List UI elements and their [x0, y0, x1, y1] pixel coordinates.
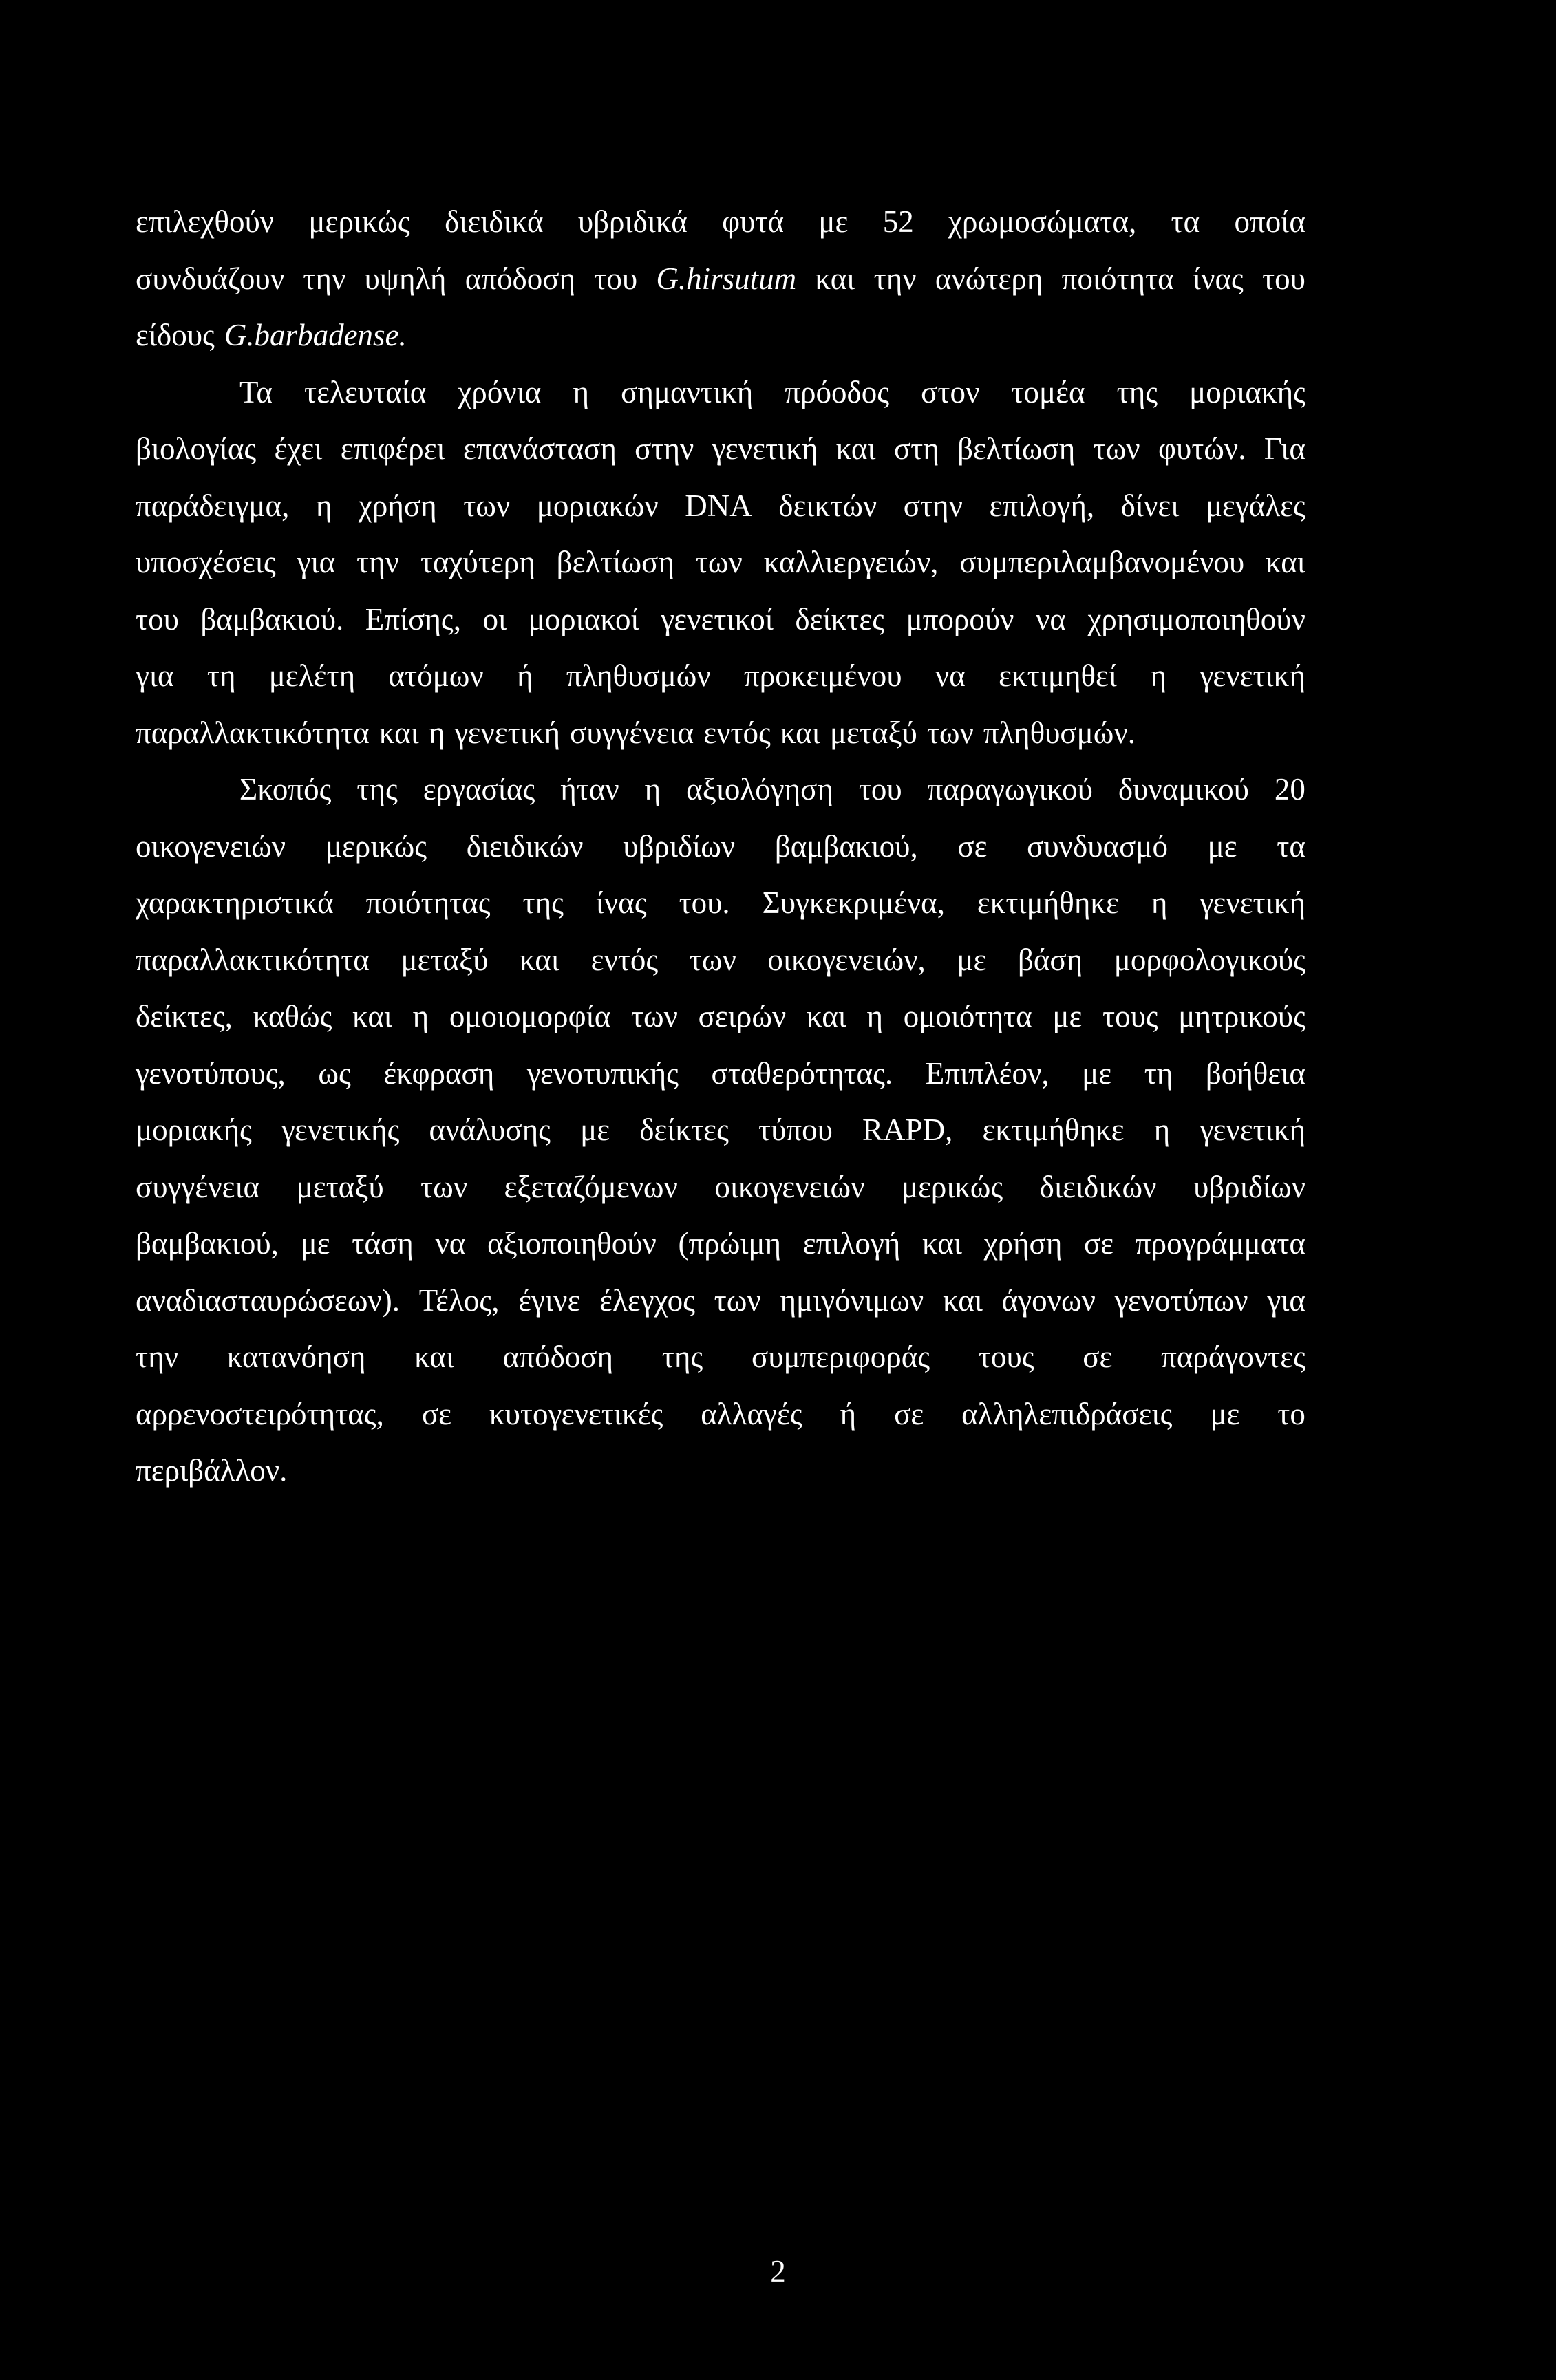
text-word: για — [1267, 1283, 1305, 1318]
text-word: Τέλος, — [418, 1283, 500, 1318]
text-word: χρόνια — [458, 375, 542, 409]
text-word: των — [714, 1283, 761, 1318]
text-word: εκτιμήθηκε — [977, 886, 1119, 920]
text-word: σε — [1084, 1226, 1114, 1261]
text-word: των — [926, 716, 974, 750]
text-word: και — [942, 1283, 983, 1318]
text-word: μερικώς — [901, 1170, 1003, 1204]
text-word: τη — [1144, 1056, 1173, 1091]
text-word: αξιοποιηθούν — [487, 1226, 657, 1261]
text-word: μητρικούς — [1178, 999, 1305, 1033]
text-word: βιολογίας — [136, 431, 257, 466]
text-word: βελτίωση — [556, 545, 674, 579]
text-word: επιλεχθούν — [136, 204, 275, 239]
text-word: έγινε — [518, 1283, 581, 1318]
text-word: γενετική — [1200, 1113, 1305, 1147]
text-word: συγγένεια — [136, 1170, 260, 1204]
text-word: συμπεριλαμβανομένου — [959, 545, 1245, 579]
text-word: και — [806, 999, 846, 1033]
text-word: εκτιμήθηκε — [982, 1113, 1125, 1147]
text-word: η — [1151, 886, 1168, 920]
text-word: ως — [318, 1056, 351, 1091]
text-word: επιφέρει — [340, 431, 445, 466]
text-line — [136, 826, 1305, 867]
text-word: είδους — [136, 318, 215, 352]
text-word: του — [858, 772, 902, 806]
text-word: γενετική — [454, 716, 561, 750]
text-word: επιλογή — [802, 1226, 901, 1261]
text-word: υψηλή — [364, 261, 447, 296]
text-word: περιβάλλον. — [136, 1453, 288, 1488]
text-word: με — [580, 1113, 610, 1147]
text-word: τα — [1171, 204, 1200, 239]
text-word: στη — [893, 431, 939, 466]
text-line — [136, 1109, 1305, 1150]
text-line — [136, 1223, 1305, 1264]
text-word: συνδυασμό — [1027, 829, 1168, 864]
text-line — [136, 314, 1305, 356]
text-word: υβριδίων — [1193, 1170, 1305, 1204]
text-word: σε — [1083, 1340, 1113, 1374]
text-line — [136, 542, 1305, 583]
text-word: των — [420, 1170, 468, 1204]
text-line — [136, 485, 1305, 526]
text-word: με — [957, 943, 987, 977]
page-number: 2 — [770, 2254, 786, 2288]
text-line — [136, 655, 1305, 696]
text-word: σταθερότητας. — [711, 1056, 893, 1091]
text-word: έχει — [274, 431, 323, 466]
text-word: σημαντική — [621, 375, 754, 409]
text-word: στην — [903, 489, 963, 523]
text-word: σειρών — [698, 999, 787, 1033]
text-word: γενοτύπους, — [136, 1056, 286, 1091]
text-word: G.barbadense. — [224, 318, 407, 352]
text-word: χαρακτηριστικά — [136, 886, 334, 920]
text-word: βαμβακιού, — [774, 829, 918, 864]
text-word: ίνας — [595, 886, 647, 920]
text-word: διειδικών — [1039, 1170, 1157, 1204]
text-word: μεταξύ — [401, 943, 489, 977]
text-line — [136, 201, 1305, 242]
text-word: εντός — [703, 716, 771, 750]
text-word: Σκοπός — [239, 772, 332, 806]
text-word: του. — [679, 886, 730, 920]
text-word: Συγκεκριμένα, — [762, 886, 945, 920]
text-word: μερικώς — [308, 204, 410, 239]
text-word: εκτιμηθεί — [999, 658, 1118, 693]
text-word: δεικτών — [778, 489, 877, 523]
text-word: παράγοντες — [1161, 1340, 1305, 1374]
text-word: με — [300, 1226, 330, 1261]
text-word: και — [414, 1340, 455, 1374]
text-word: η — [315, 489, 332, 523]
text-word: ήταν — [560, 772, 619, 806]
text-word: χρήση — [983, 1226, 1063, 1261]
text-word: και — [520, 943, 559, 977]
text-word: γενετική — [1200, 658, 1305, 693]
text-word: ατόμων — [388, 658, 484, 693]
text-word: εξεταζόμενων — [504, 1170, 678, 1204]
text-word: τομέα — [1011, 375, 1085, 409]
text-word: γενοτύπων — [1114, 1283, 1248, 1318]
text-line — [136, 1336, 1305, 1377]
text-word: σε — [894, 1397, 924, 1431]
text-word: υποσχέσεις — [136, 545, 276, 579]
text-line — [136, 996, 1305, 1037]
text-word: μεταξύ — [829, 716, 917, 750]
text-word: να — [935, 658, 966, 693]
text-word: και — [780, 716, 820, 750]
text-word: έκφραση — [383, 1056, 495, 1091]
text-word: Επίσης, — [365, 602, 461, 636]
text-word: το — [1277, 1397, 1305, 1431]
text-word: χρωμοσώματα, — [948, 204, 1137, 239]
text-word: συγγένεια — [570, 716, 694, 750]
text-word: με — [1210, 1397, 1240, 1431]
text-word: μπορούν — [906, 602, 1014, 636]
text-word: την — [873, 261, 917, 296]
text-word: ανάλυσης — [429, 1113, 551, 1147]
text-word: η — [412, 999, 429, 1033]
text-word: με — [1082, 1056, 1112, 1091]
text-word: γενοτυπικής — [526, 1056, 679, 1091]
text-word: να — [1036, 602, 1066, 636]
text-word: των — [695, 545, 743, 579]
text-word: να — [435, 1226, 466, 1261]
text-word: συνδυάζουν — [136, 261, 285, 296]
text-word: η — [866, 999, 884, 1033]
text-word: παράδειγμα, — [136, 489, 290, 523]
text-word: γενετική — [712, 431, 818, 466]
text-line — [136, 599, 1305, 640]
text-word: των — [463, 489, 511, 523]
text-word: αναδιασταυρώσεων). — [136, 1283, 401, 1318]
text-line — [136, 1166, 1305, 1208]
text-word: στον — [921, 375, 980, 409]
text-word: πληθυσμών — [566, 658, 711, 693]
text-word: Τα — [239, 375, 273, 409]
text-word: εντός — [590, 943, 659, 977]
text-word: μερικώς — [325, 829, 427, 864]
text-word: ποιότητας — [365, 886, 491, 920]
text-word: και — [815, 261, 855, 296]
text-word: αρρενοστειρότητας, — [136, 1397, 384, 1431]
text-word: ή — [840, 1397, 857, 1431]
text-word: μορφολογικούς — [1113, 943, 1305, 977]
text-word: ανώτερη — [935, 261, 1043, 296]
text-word: μοριακής — [136, 1113, 252, 1147]
text-word: G.hirsutum — [656, 261, 797, 296]
text-word: η — [573, 375, 589, 409]
text-word: 52 — [882, 204, 914, 239]
text-word: πληθυσμών. — [983, 716, 1136, 750]
text-word: καλλιεργειών, — [763, 545, 939, 579]
text-word: οικογενειών — [136, 829, 286, 864]
text-word: των — [630, 999, 678, 1033]
text-word: γενετικής — [281, 1113, 400, 1147]
text-word: κυτογενετικές — [489, 1397, 663, 1431]
text-word: προκειμένου — [744, 658, 902, 693]
text-word: και — [352, 999, 393, 1033]
text-word: των — [1093, 431, 1140, 466]
text-word: με — [1207, 829, 1237, 864]
text-word: της — [1116, 375, 1158, 409]
text-word: DNA — [685, 489, 752, 523]
text-word: του — [594, 261, 638, 296]
text-word: η — [644, 772, 661, 806]
text-word: υβριδίων — [623, 829, 736, 864]
text-word: την — [303, 261, 346, 296]
text-word: τύπου — [758, 1113, 833, 1147]
text-line — [136, 428, 1305, 469]
text-word: υβριδικά — [577, 204, 688, 239]
text-word: φυτών. — [1158, 431, 1246, 466]
text-word: εργασίας — [423, 772, 535, 806]
text-line — [239, 769, 1305, 810]
text-word: συμπεριφοράς — [751, 1340, 930, 1374]
text-word: οι — [482, 602, 507, 636]
text-word: τους — [1102, 999, 1158, 1033]
text-word: βοήθεια — [1205, 1056, 1305, 1091]
text-word: επανάσταση — [463, 431, 617, 466]
text-word: την — [356, 545, 400, 579]
text-word: προγράμματα — [1135, 1226, 1305, 1261]
text-word: αλληλεπιδράσεις — [961, 1397, 1173, 1431]
text-word: μελέτη — [268, 658, 356, 693]
text-word: του — [1262, 261, 1305, 296]
text-word: ποιότητα — [1061, 261, 1174, 296]
text-word: γενετική — [1200, 886, 1305, 920]
text-line — [136, 882, 1305, 923]
text-line — [239, 372, 1305, 413]
text-word: και — [921, 1226, 962, 1261]
text-word: τους — [978, 1340, 1034, 1374]
text-line — [136, 1450, 1305, 1491]
text-word: διειδικά — [445, 204, 544, 239]
text-word: τελευταία — [304, 375, 427, 409]
text-word: δυναμικού — [1118, 772, 1249, 806]
text-word: την — [136, 1340, 178, 1374]
text-word: χρησιμοποιηθούν — [1087, 602, 1305, 636]
text-word: της — [661, 1340, 703, 1374]
text-word: παραγωγικού — [927, 772, 1093, 806]
text-word: και — [835, 431, 876, 466]
text-word: σε — [957, 829, 988, 864]
text-word: ταχύτερη — [420, 545, 535, 579]
text-line — [136, 258, 1305, 299]
text-word: ομοιομορφία — [449, 999, 611, 1033]
text-word: άγονων — [1001, 1283, 1096, 1318]
text-word: καθώς — [253, 999, 332, 1033]
text-word: στην — [635, 431, 694, 466]
text-word: οικογενειών — [714, 1170, 865, 1204]
text-word: σε — [421, 1397, 451, 1431]
text-word: βαμβακιού, — [136, 1226, 279, 1261]
text-word: πρόοδος — [785, 375, 890, 409]
text-word: παραλλακτικότητα — [136, 943, 370, 977]
text-word: η — [1153, 1113, 1171, 1147]
text-word: δείκτες — [795, 602, 885, 636]
text-word: της — [356, 772, 398, 806]
text-line — [136, 1053, 1305, 1094]
text-word: έλεγχος — [599, 1283, 695, 1318]
text-word: RAPD, — [862, 1113, 953, 1147]
text-word: της — [522, 886, 564, 920]
text-line — [136, 712, 1305, 753]
text-word: δείκτες, — [136, 999, 233, 1033]
text-word: φυτά — [722, 204, 785, 239]
text-line — [136, 1393, 1305, 1435]
text-word: των — [689, 943, 736, 977]
text-line — [136, 1280, 1305, 1321]
text-word: μεταξύ — [296, 1170, 384, 1204]
text-word: και — [379, 716, 419, 750]
text-word: ημιγόνιμων — [780, 1283, 924, 1318]
text-word: διειδικών — [466, 829, 584, 864]
text-word: αξιολόγηση — [686, 772, 833, 806]
text-word: βαμβακιού. — [200, 602, 344, 636]
text-word: οποία — [1234, 204, 1305, 239]
text-word: για — [297, 545, 336, 579]
text-word: παραλλακτικότητα — [136, 716, 370, 750]
text-word: επιλογή, — [989, 489, 1095, 523]
text-word: τα — [1277, 829, 1305, 864]
text-word: για — [136, 658, 174, 693]
text-word: δίνει — [1120, 489, 1180, 523]
text-word: μοριακών — [536, 489, 659, 523]
text-word: μοριακοί — [528, 602, 639, 636]
text-word: οικογενειών, — [767, 943, 926, 977]
text-word: ομοιότητα — [903, 999, 1032, 1033]
text-word: 20 — [1274, 772, 1305, 806]
text-word: βελτίωση — [957, 431, 1076, 466]
text-word: βάση — [1017, 943, 1083, 977]
text-word: τη — [206, 658, 236, 693]
text-word: Επιπλέον, — [925, 1056, 1049, 1091]
text-word: με — [818, 204, 849, 239]
text-word: ίνας — [1192, 261, 1244, 296]
text-word: μεγάλες — [1205, 489, 1305, 523]
text-word: δείκτες — [639, 1113, 729, 1147]
text-word: απόδοση — [502, 1340, 614, 1374]
text-word: ή — [517, 658, 533, 693]
text-word: απόδοση — [465, 261, 576, 296]
text-line — [136, 939, 1305, 980]
text-word: η — [428, 716, 445, 750]
text-word: Για — [1264, 431, 1305, 466]
text-word: η — [1150, 658, 1166, 693]
text-word: (πρώιμη — [678, 1226, 782, 1261]
text-word: χρήση — [358, 489, 437, 523]
text-word: τάση — [352, 1226, 414, 1261]
text-word: και — [1266, 545, 1305, 579]
text-word: γενετικοί — [661, 602, 774, 636]
text-word: αλλαγές — [701, 1397, 802, 1431]
text-word: του — [136, 602, 179, 636]
text-word: κατανόηση — [226, 1340, 366, 1374]
text-word: μοριακής — [1189, 375, 1305, 409]
text-word: με — [1052, 999, 1083, 1033]
